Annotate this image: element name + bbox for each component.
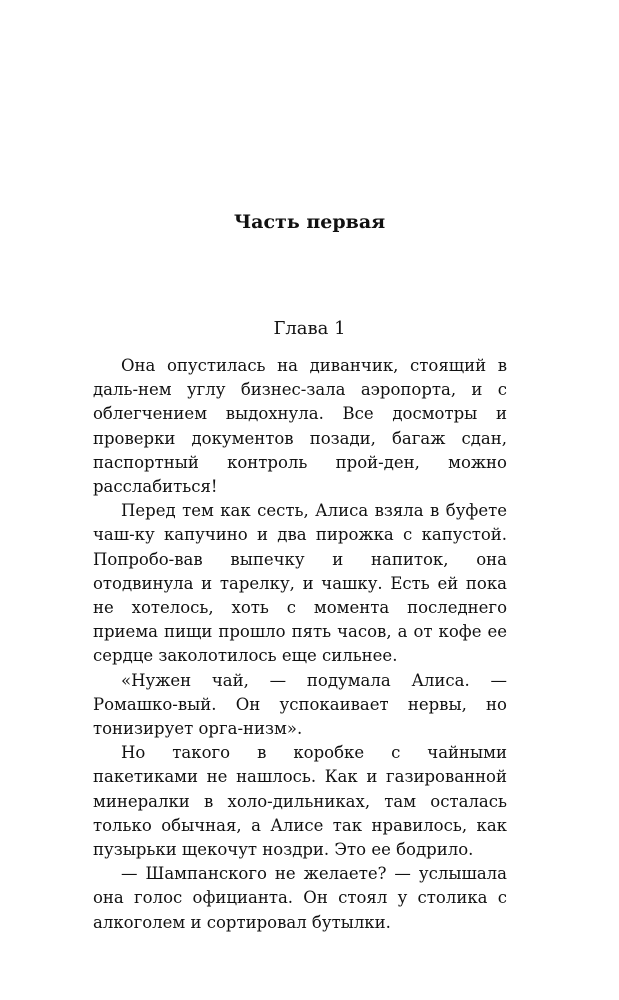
part-title: Часть первая bbox=[233, 211, 386, 233]
paragraph-4: Но такого в коробке с чайными пакетиками не нашлось. Как и газированной минералки в холо-дильниках, там осталась только обычная, а Алисе так нравилось, как пузырьки щекочут ноздри. Это ее бодрило. bbox=[93, 743, 507, 860]
chapter-title: Глава 1 bbox=[273, 318, 346, 339]
paragraph-3: «Нужен чай, — подумала Алиса. — Ромашко-вый. Он успокаивает нервы, но тонизирует орга-низм». bbox=[93, 670, 507, 739]
chapter-body bbox=[93, 354, 507, 935]
paragraph-1: Она опустилась на диванчик, стоящий в даль-нем углу бизнес-зала аэропорта, и с облегчением выдохнула. Все досмотры и проверки документов позади, багаж сдан, паспортный контроль прой-ден, можно расслабиться! bbox=[93, 356, 507, 497]
paragraph-2: Перед тем как сесть, Алиса взяла в буфете чаш-ку капучино и два пирожка с капустой. Попробо-вав выпечку и напиток, она отодвинула и тарелку, и чашку. Есть ей пока не хотелось, хоть с момента последнего приема пищи прошло пять часов, а от кофе ее сердце заколотилось еще сильнее. bbox=[93, 501, 507, 666]
paragraph-5: — Шампанского не желаете? — услышала она голос официанта. Он стоял у столика с алкоголем и сортировал бутылки. bbox=[93, 864, 507, 932]
